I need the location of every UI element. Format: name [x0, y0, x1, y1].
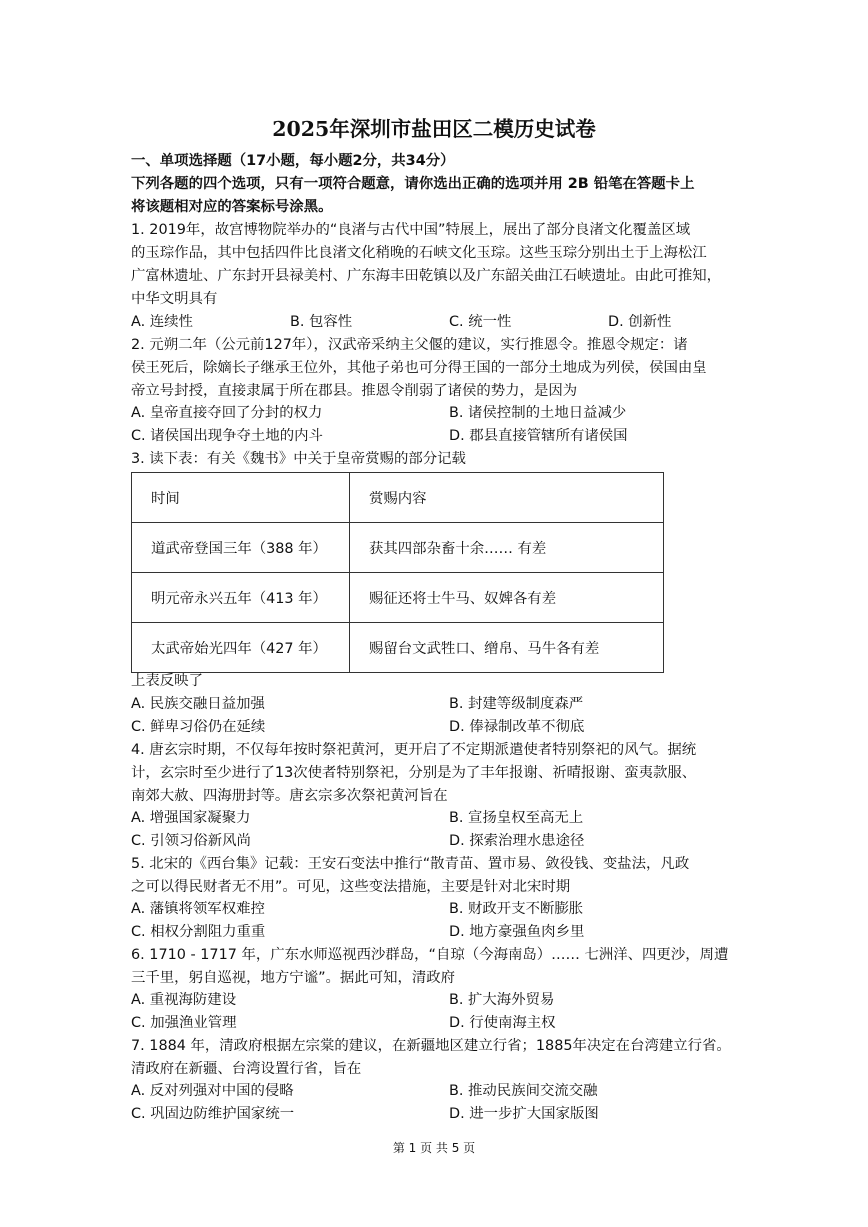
q1-text-line: 的玉琮作品，其中包括四件比良渚文化稍晚的石峡文化玉琮。这些玉琮分别出土于上海松江: [131, 245, 707, 261]
q3-option-c: C. 鲜卑习俗仍在延续: [131, 719, 266, 735]
table-row: [132, 623, 664, 673]
q3-option-d: D. 俸禄制改革不彻底: [449, 719, 585, 735]
q4-option-b: B. 宣扬皇权至高无上: [449, 810, 584, 826]
q1-text-line: 1. 2019年，故宫博物院举办的“良渚与古代中国”特展上，展出了部分良渚文化覆盖区域: [131, 222, 691, 238]
q4-option-d: D. 探索治理水患途径: [449, 833, 585, 849]
table-cell: 明元帝永兴五年（413 年）: [132, 573, 350, 623]
q7-text-line: 7. 1884 年，清政府根据左宗棠的建议，在新疆地区建立行省；1885年决定在台湾建立行省。: [131, 1038, 731, 1054]
q3-table: [131, 472, 664, 673]
q1-option-a: A. 连续性: [131, 314, 193, 330]
q2-text-line: 侯王死后，除嫡长子继承王位外，其他子弟也可分得王国的一部分土地成为列侯，侯国由皇: [131, 360, 707, 376]
table-row: [132, 573, 664, 623]
q7-option-c: C. 巩固边防维护国家统一: [131, 1106, 295, 1122]
q3-after-text: 上表反映了: [131, 673, 203, 689]
q7-option-d: D. 进一步扩大国家版图: [449, 1106, 599, 1122]
instruction-line-2: 将该题相对应的答案标号涂黑。: [131, 199, 333, 215]
q1-option-b: B. 包容性: [290, 314, 353, 330]
q2-option-d: D. 郡县直接管辖所有诸侯国: [449, 428, 628, 444]
table-header-cell: 时间: [132, 473, 350, 523]
q7-text-line: 清政府在新疆、台湾设置行省，旨在: [131, 1061, 362, 1077]
table-header-cell: 赏赐内容: [350, 473, 664, 523]
q3-option-a: A. 民族交融日益加强: [131, 696, 265, 712]
q2-option-a: A. 皇帝直接夺回了分封的权力: [131, 405, 323, 421]
q5-option-b: B. 财政开支不断膨胀: [449, 901, 584, 917]
table-header-row: [132, 473, 664, 523]
q4-option-c: C. 引领习俗新风尚: [131, 833, 251, 849]
q6-option-a: A. 重视海防建设: [131, 992, 237, 1008]
q6-option-d: D. 行使南海主权: [449, 1015, 556, 1031]
q6-text-line: 三千里，躬自巡视，地方宁谧”。据此可知，清政府: [131, 970, 456, 986]
table-cell: 道武帝登国三年（388 年）: [132, 523, 350, 573]
q4-option-a: A. 增强国家凝聚力: [131, 810, 251, 826]
q4-text-line: 4. 唐玄宗时期，不仅每年按时祭祀黄河，更开启了不定期派遣使者特别祭祀的风气。据统: [131, 742, 697, 758]
q4-text-line: 计，玄宗时至少进行了13次使者特别祭祀，分别是为了丰年报谢、祈晴报谢、蛮夷款服、: [131, 765, 697, 781]
q4-text-line: 南郊大赦、四海册封等。唐玄宗多次祭祀黄河旨在: [131, 788, 448, 804]
q5-option-a: A. 藩镇将领军权难控: [131, 901, 265, 917]
instruction-line-1: 下列各题的四个选项，只有一项符合题意，请你选出正确的选项并用 2B 铅笔在答题卡上: [131, 176, 695, 192]
q7-option-b: B. 推动民族间交流交融: [449, 1083, 598, 1099]
q1-option-d: D. 创新性: [608, 314, 672, 330]
q3-option-b: B. 封建等级制度森严: [449, 696, 584, 712]
q1-text-line: 广富林遗址、广东封开县禄美村、广东海丰田乾镇以及广东韶关曲江石峡遗址。由此可推知，: [131, 268, 722, 284]
q2-option-c: C. 诸侯国出现争夺土地的内斗: [131, 428, 323, 444]
q2-option-b: B. 诸侯控制的土地日益减少: [449, 405, 627, 421]
q3-stem: 3. 读下表：有关《魏书》中关于皇帝赏赐的部分记载: [131, 451, 466, 467]
q5-option-c: C. 相权分割阻力重重: [131, 924, 266, 940]
q2-text-line: 帝立号封授，直接隶属于所在郡县。推恩令削弱了诸侯的势力，是因为: [131, 383, 578, 399]
q1-option-c: C. 统一性: [449, 314, 512, 330]
table-cell: 赐征还将士牛马、奴婢各有差: [350, 573, 664, 623]
q1-text-line: 中华文明具有: [131, 291, 218, 307]
q6-option-c: C. 加强渔业管理: [131, 1015, 237, 1031]
table-row: [132, 523, 664, 573]
section-heading: 一、单项选择题（17小题，每小题2分，共34分）: [131, 153, 455, 169]
table-cell: 赐留台文武牲口、缯帛、马牛各有差: [350, 623, 664, 673]
q6-text-line: 6. 1710 - 1717 年，广东水师巡视西沙群岛，“自琼（今海南岛）…… 七洲洋、四更沙，周遭: [131, 947, 729, 963]
page-number-footer: 第 1 页 共 5 页: [392, 1141, 476, 1155]
q5-text-line: 之可以得民财者无不用”。可见，这些变法措施，主要是针对北宋时期: [131, 879, 571, 895]
q5-option-d: D. 地方豪强鱼肉乡里: [449, 924, 585, 940]
q5-text-line: 5. 北宋的《西台集》记载：王安石变法中推行“散青苗、置市易、敛役钱、变盐法，凡政: [131, 856, 690, 872]
table-cell: 太武帝始光四年（427 年）: [132, 623, 350, 673]
q2-text-line: 2. 元朔二年（公元前127年），汉武帝采纳主父偃的建议，实行推恩令。推恩令规定：诸: [131, 337, 688, 353]
table-cell: 获其四部杂畜十余…… 有差: [350, 523, 664, 573]
q6-option-b: B. 扩大海外贸易: [449, 992, 555, 1008]
q7-option-a: A. 反对列强对中国的侵略: [131, 1083, 294, 1099]
page-title: 2025年深圳市盐田区二模历史试卷: [272, 117, 596, 141]
